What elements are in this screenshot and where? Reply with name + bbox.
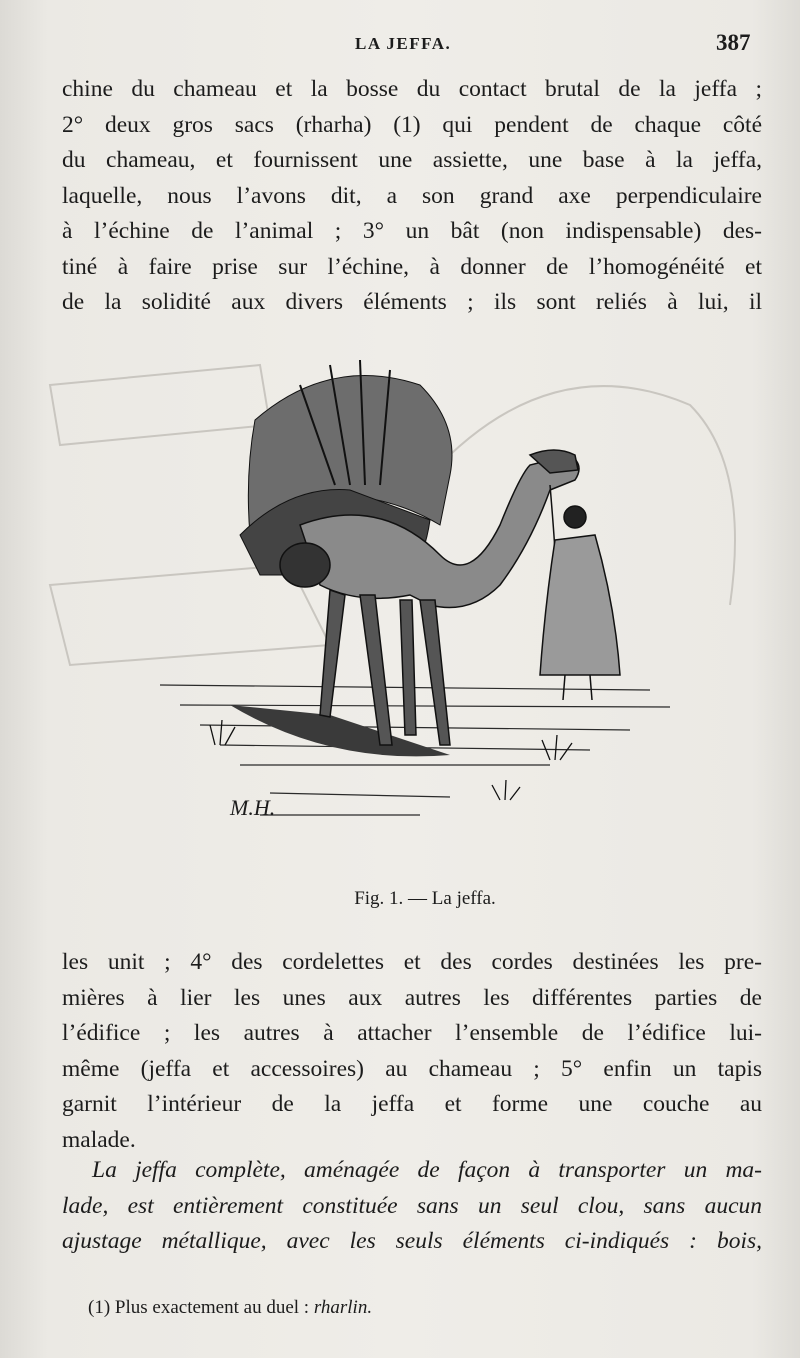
- man-figure: [540, 506, 620, 700]
- footnote-term: rharlin.: [313, 1297, 373, 1318]
- text-line: même (jeffa et accessoires) au chameau ; 5° enfin un tapis: [62, 1055, 762, 1082]
- text-line: 2° deux gros sacs (rharha) (1) qui pendent de chaque côté: [62, 111, 762, 138]
- running-head: [0, 30, 800, 60]
- text-line: mières à lier les unes aux autres les différentes parties de: [62, 984, 762, 1011]
- footnote-text: (1) Plus exactement au duel :: [88, 1297, 310, 1318]
- figure-caption: Fig. 1. — La jeffa.: [354, 888, 496, 909]
- text-line: tiné à faire prise sur l’échine, à donner de l’homogénéité et: [62, 253, 762, 280]
- footnote: [88, 1297, 372, 1319]
- paragraph-2: [62, 945, 762, 1158]
- camel-jeffa-illustration: [30, 345, 770, 875]
- artist-signature: M.H.: [230, 795, 276, 820]
- text-line: laquelle, nous l’avons dit, a son grand axe perpendiculaire: [62, 182, 762, 209]
- text-line: chine du chameau et la bosse du contact brutal de la jeffa ;: [62, 76, 762, 102]
- text-line: à l’échine de l’animal ; 3° un bât (non indispensable) des-: [62, 218, 762, 244]
- text-line: lade, est entièrement constituée sans un seul clou, sans aucun: [62, 1192, 762, 1219]
- text-line: malade.: [62, 1126, 136, 1153]
- text-line: garnit l’intérieur de la jeffa et forme une couche au: [62, 1091, 762, 1117]
- text-line: ajustage métallique, avec les seuls éléments ci-indiqués : bois,: [62, 1228, 762, 1254]
- running-title: LA JEFFA.: [355, 34, 452, 53]
- text-line: l’édifice ; les autres à attacher l’ensemble de l’édifice lui-: [62, 1020, 762, 1046]
- text-line: les unit ; 4° des cordelettes et des cordes destinées les pre-: [62, 949, 762, 975]
- text-line: La jeffa complète, aménagée de façon à transporter un ma-: [92, 1157, 762, 1183]
- text-line: de la solidité aux divers éléments ; ils sont reliés à lui, il: [62, 289, 762, 315]
- paragraph-3: [62, 1153, 762, 1260]
- text-line: du chameau, et fournissent une assiette, une base à la jeffa,: [62, 147, 762, 173]
- page-number: 387: [716, 30, 751, 55]
- paragraph-1: [62, 72, 762, 321]
